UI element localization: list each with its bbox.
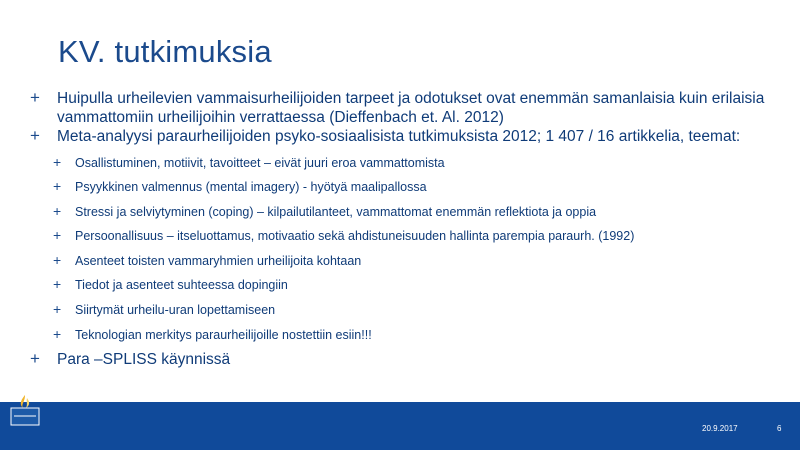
sub-bullet-text: Persoonallisuus – itseluottamus, motivaatio sekä ahdistuneisuuden hallinta parempia paraurh. (1992) [75,229,635,244]
sub-bullet-item [30,302,790,327]
organization-logo-icon [8,392,42,428]
sub-bullet-item [30,228,790,253]
sub-bullet-list [30,155,790,352]
slide-title: KV. tutkimuksia [58,34,272,69]
plus-bullet-icon: + [30,88,40,107]
sub-bullet-item [30,253,790,278]
sub-bullet-item [30,327,790,352]
sub-bullet-item [30,179,790,204]
sub-bullet-text: Asenteet toisten vammaryhmien urheilijoita kohtaan [75,253,362,268]
sub-bullet-text: Tiedot ja asenteet suhteessa dopingiin [75,278,288,293]
bullet-text: Meta-analyysi paraurheilijoiden psyko-sosiaalisista tutkimuksista 2012; 1 407 / 16 artikkelia, teemat: [57,128,741,145]
plus-bullet-icon: + [53,202,62,219]
bullet-text: Huipulla urheilevien vammaisurheilijoiden tarpeet ja odotukset ovat enemmän samanlaisia kuin erilaisia vammattomiin urheilijoihin verrattaessa (Dieffenbach et. Al. 2012) [57,90,765,126]
bullet-item [30,351,790,370]
plus-bullet-icon: + [53,178,62,195]
plus-bullet-icon: + [53,301,62,318]
footer-date: 20.9.2017 [702,424,738,433]
page-number: 6 [777,424,782,433]
bullet-text: Para –SPLISS käynnissä [57,351,231,369]
sub-bullet-text: Psyykkinen valmennus (mental imagery) - hyötyä maalipallossa [75,180,427,195]
sub-bullet-text: Osallistuminen, motiivit, tavoitteet – eivät juuri eroa vammattomista [75,155,445,170]
plus-bullet-icon: + [53,153,62,170]
sub-bullet-text: Stressi ja selviytyminen (coping) – kilpailutilanteet, vammattomat enemmän reflektiota ja oppia [75,204,597,219]
sub-bullet-text: Siirtymät urheilu-uran lopettamiseen [75,303,276,318]
plus-bullet-icon: + [53,276,62,293]
footer-bar [0,402,800,450]
sub-bullet-text: Teknologian merkitys paraurheilijoille nostettiin esiin!!! [75,327,372,342]
plus-bullet-icon: + [53,251,62,268]
slide-content [30,90,790,371]
sub-bullet-item [30,277,790,302]
bullet-item [30,90,790,127]
plus-bullet-icon: + [30,126,40,145]
plus-bullet-icon: + [53,325,62,342]
sub-bullet-item [30,204,790,229]
plus-bullet-icon: + [53,227,62,244]
bullet-item [30,128,790,147]
plus-bullet-icon: + [30,349,40,369]
sub-bullet-item [30,155,790,180]
